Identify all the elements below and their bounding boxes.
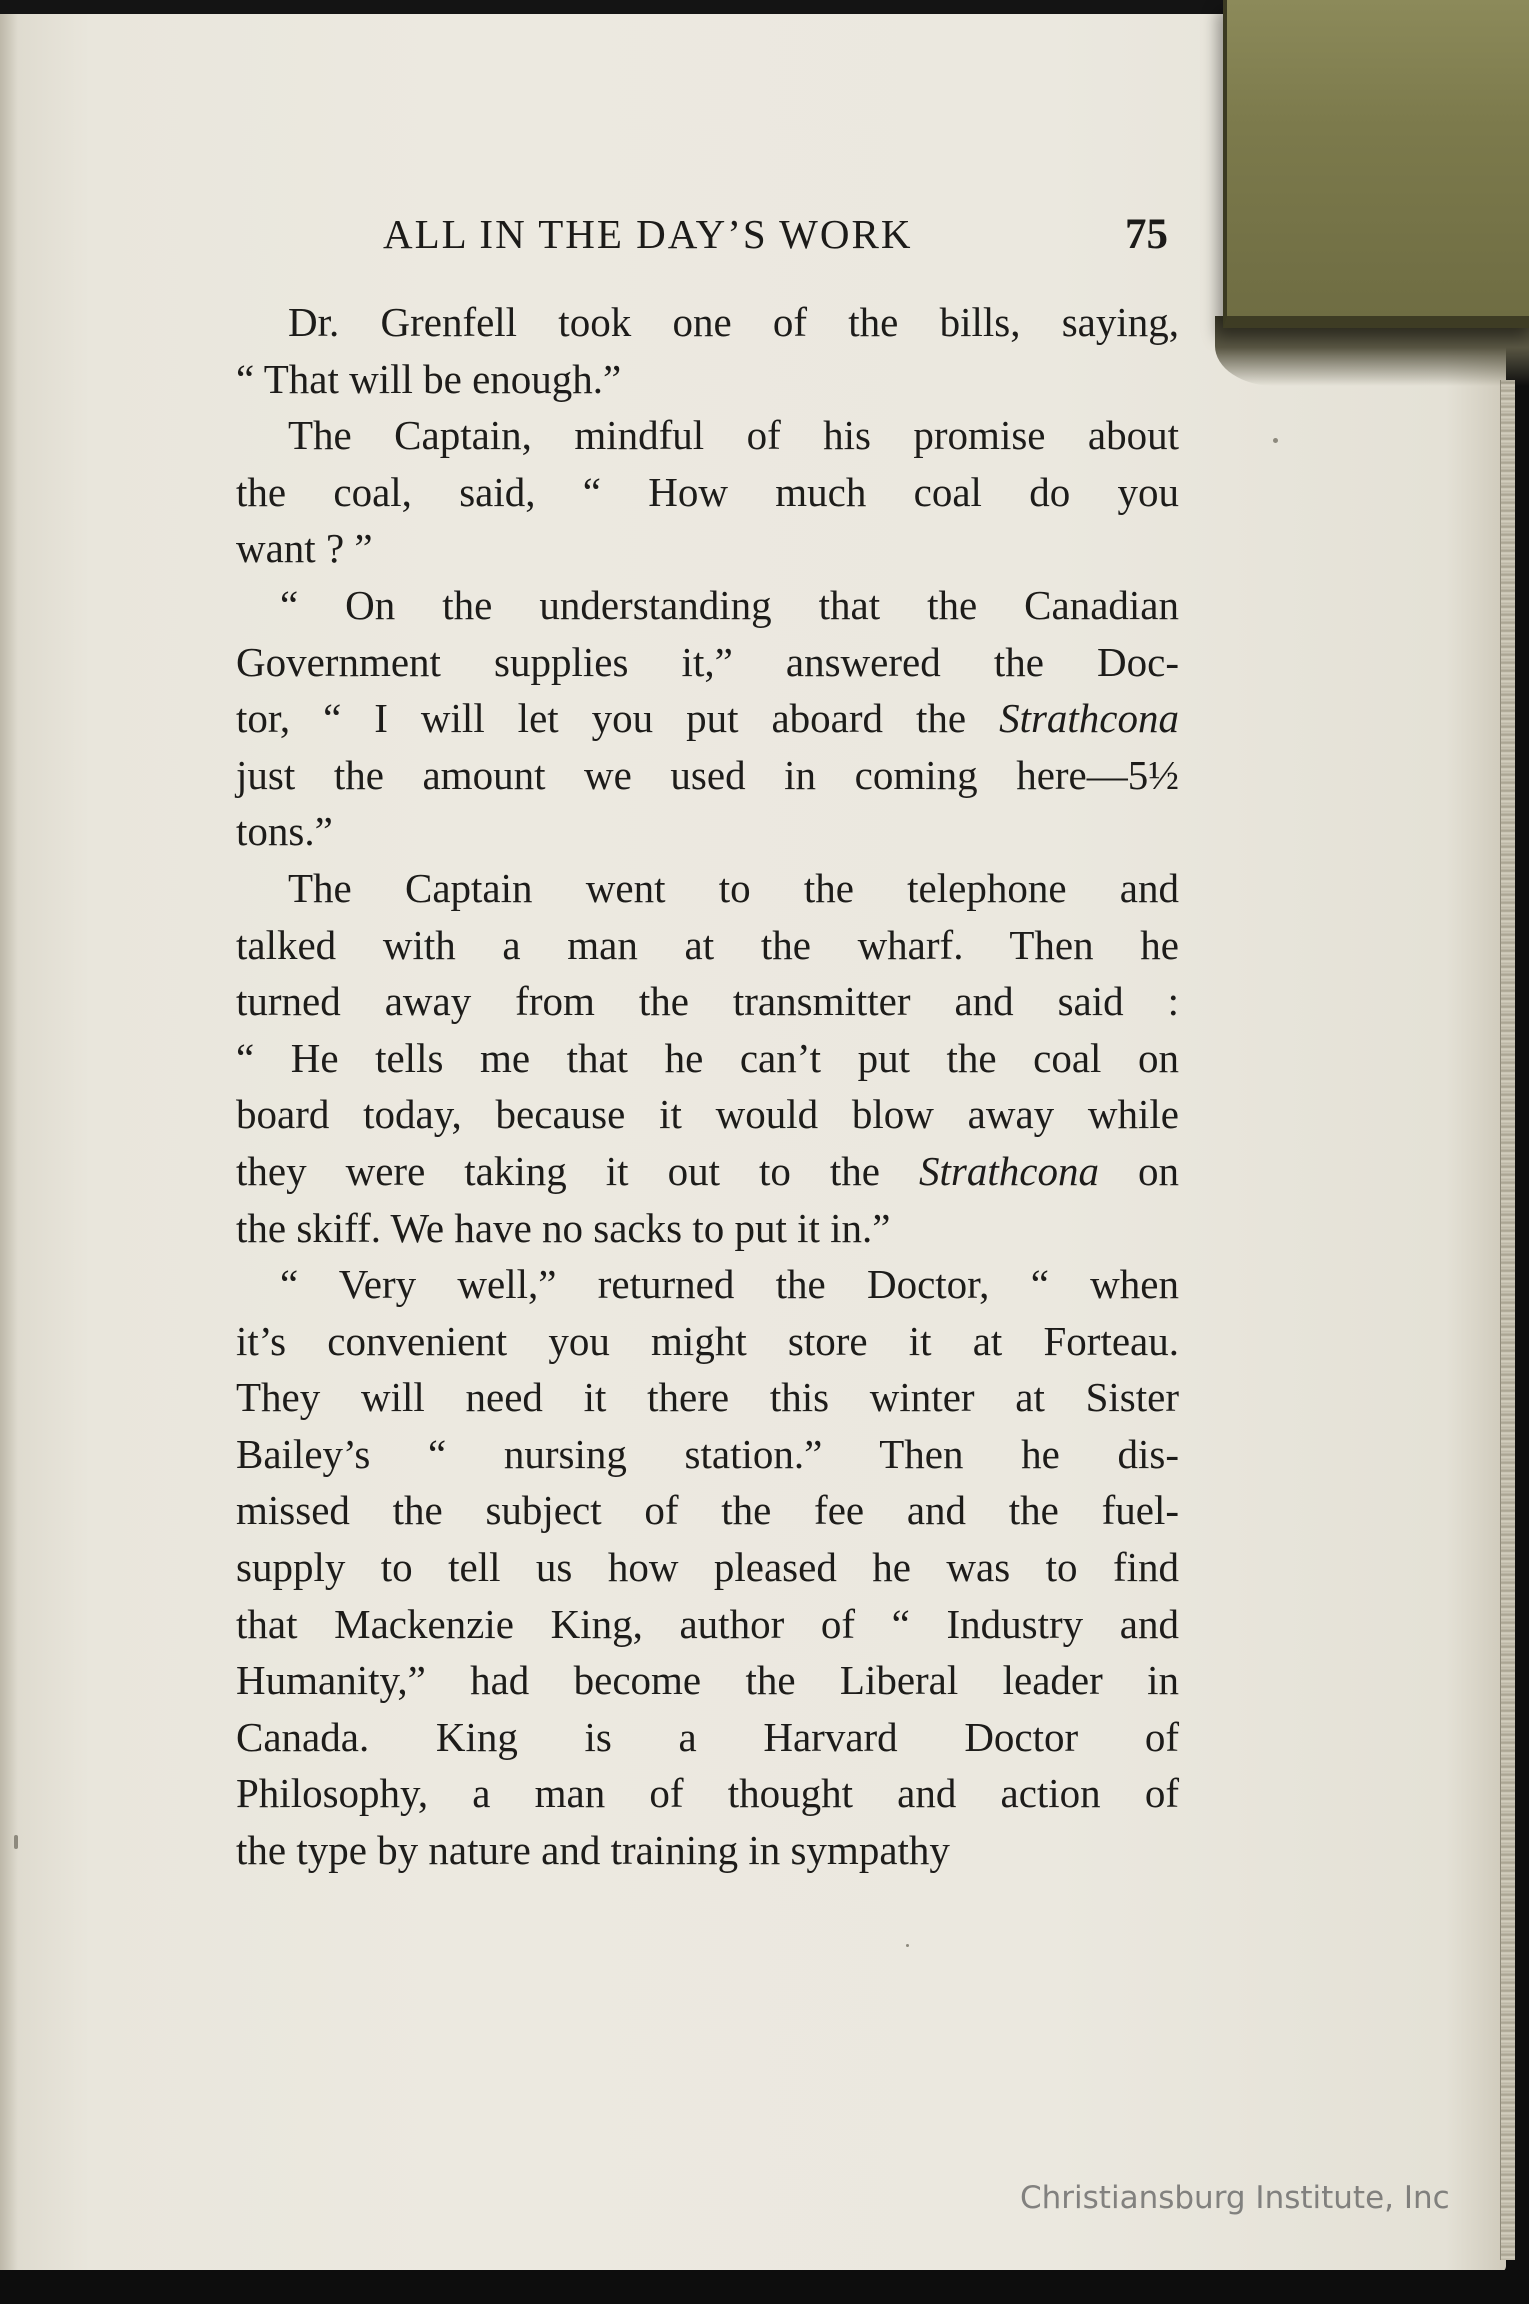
page-number: 75 — [1125, 211, 1168, 258]
text-line: Philosophy, a man of thought and action of — [236, 1770, 1179, 1817]
paragraph — [236, 1256, 1179, 1879]
paper-speck — [1273, 438, 1278, 443]
text-line: that Mackenzie King, author of “ Industry and — [236, 1600, 1179, 1647]
paragraph — [236, 294, 1179, 407]
text-line: “ On the understanding that the Canadian — [280, 581, 1179, 628]
text-line: Canada. King is a Harvard Doctor of — [236, 1713, 1179, 1760]
paragraph — [236, 577, 1179, 860]
text-line: The Captain went to the telephone and — [288, 864, 1179, 911]
text-line: just the amount we used in coming here—5½ — [236, 751, 1179, 798]
text-line: the skiff. We have no sacks to put it in.” — [236, 1204, 891, 1251]
text-line: Government supplies it,” answered the Doc- — [236, 638, 1179, 685]
text-line: they were taking it out to the Strathcona on — [236, 1147, 1179, 1194]
text-line: Bailey’s “ nursing station.” Then he dis- — [236, 1430, 1179, 1477]
text-line: They will need it there this winter at Sister — [236, 1374, 1179, 1421]
text-line: turned away from the transmitter and said : — [236, 978, 1179, 1025]
text-line: Dr. Grenfell took one of the bills, saying, — [288, 299, 1179, 345]
page-left-edge — [0, 14, 18, 2272]
text-line: talked with a man at the wharf. Then he — [236, 921, 1179, 968]
paper-speck — [14, 1835, 18, 1849]
text-line: “ He tells me that he can’t put the coal on — [236, 1034, 1179, 1081]
text-line: “ Very well,” returned the Doctor, “ when — [280, 1261, 1179, 1308]
running-head-title: ALL IN THE DAY’S WORK — [383, 211, 913, 257]
page-stack-edge — [1500, 380, 1515, 2260]
scan-bottom-border — [0, 2270, 1529, 2304]
running-head — [383, 210, 1183, 270]
paper-speck — [906, 1944, 909, 1947]
text-line: tons.” — [236, 808, 333, 855]
body-text — [236, 294, 1179, 1879]
text-line: The Captain, mindful of his promise about — [288, 412, 1179, 459]
text-line: it’s convenient you might store it at Forteau. — [236, 1317, 1179, 1364]
text-line: the type by nature and training in sympathy — [236, 1827, 950, 1874]
book-cover-tab — [1223, 0, 1529, 328]
text-line: Humanity,” had become the Liberal leader in — [236, 1657, 1179, 1704]
paragraph — [236, 407, 1179, 577]
text-line: board today, because it would blow away while — [236, 1091, 1179, 1138]
text-line: want ? ” — [236, 525, 373, 572]
watermark: Christiansburg Institute, Inc — [1020, 2180, 1450, 2216]
text-line: missed the subject of the fee and the fuel- — [236, 1487, 1179, 1534]
text-line: the coal, said, “ How much coal do you — [236, 468, 1179, 515]
text-line: “ That will be enough.” — [236, 355, 622, 402]
text-line: tor, “ I will let you put aboard the Strathcona — [236, 695, 1179, 742]
text-line: supply to tell us how pleased he was to find — [236, 1544, 1179, 1591]
paragraph — [236, 860, 1179, 1256]
